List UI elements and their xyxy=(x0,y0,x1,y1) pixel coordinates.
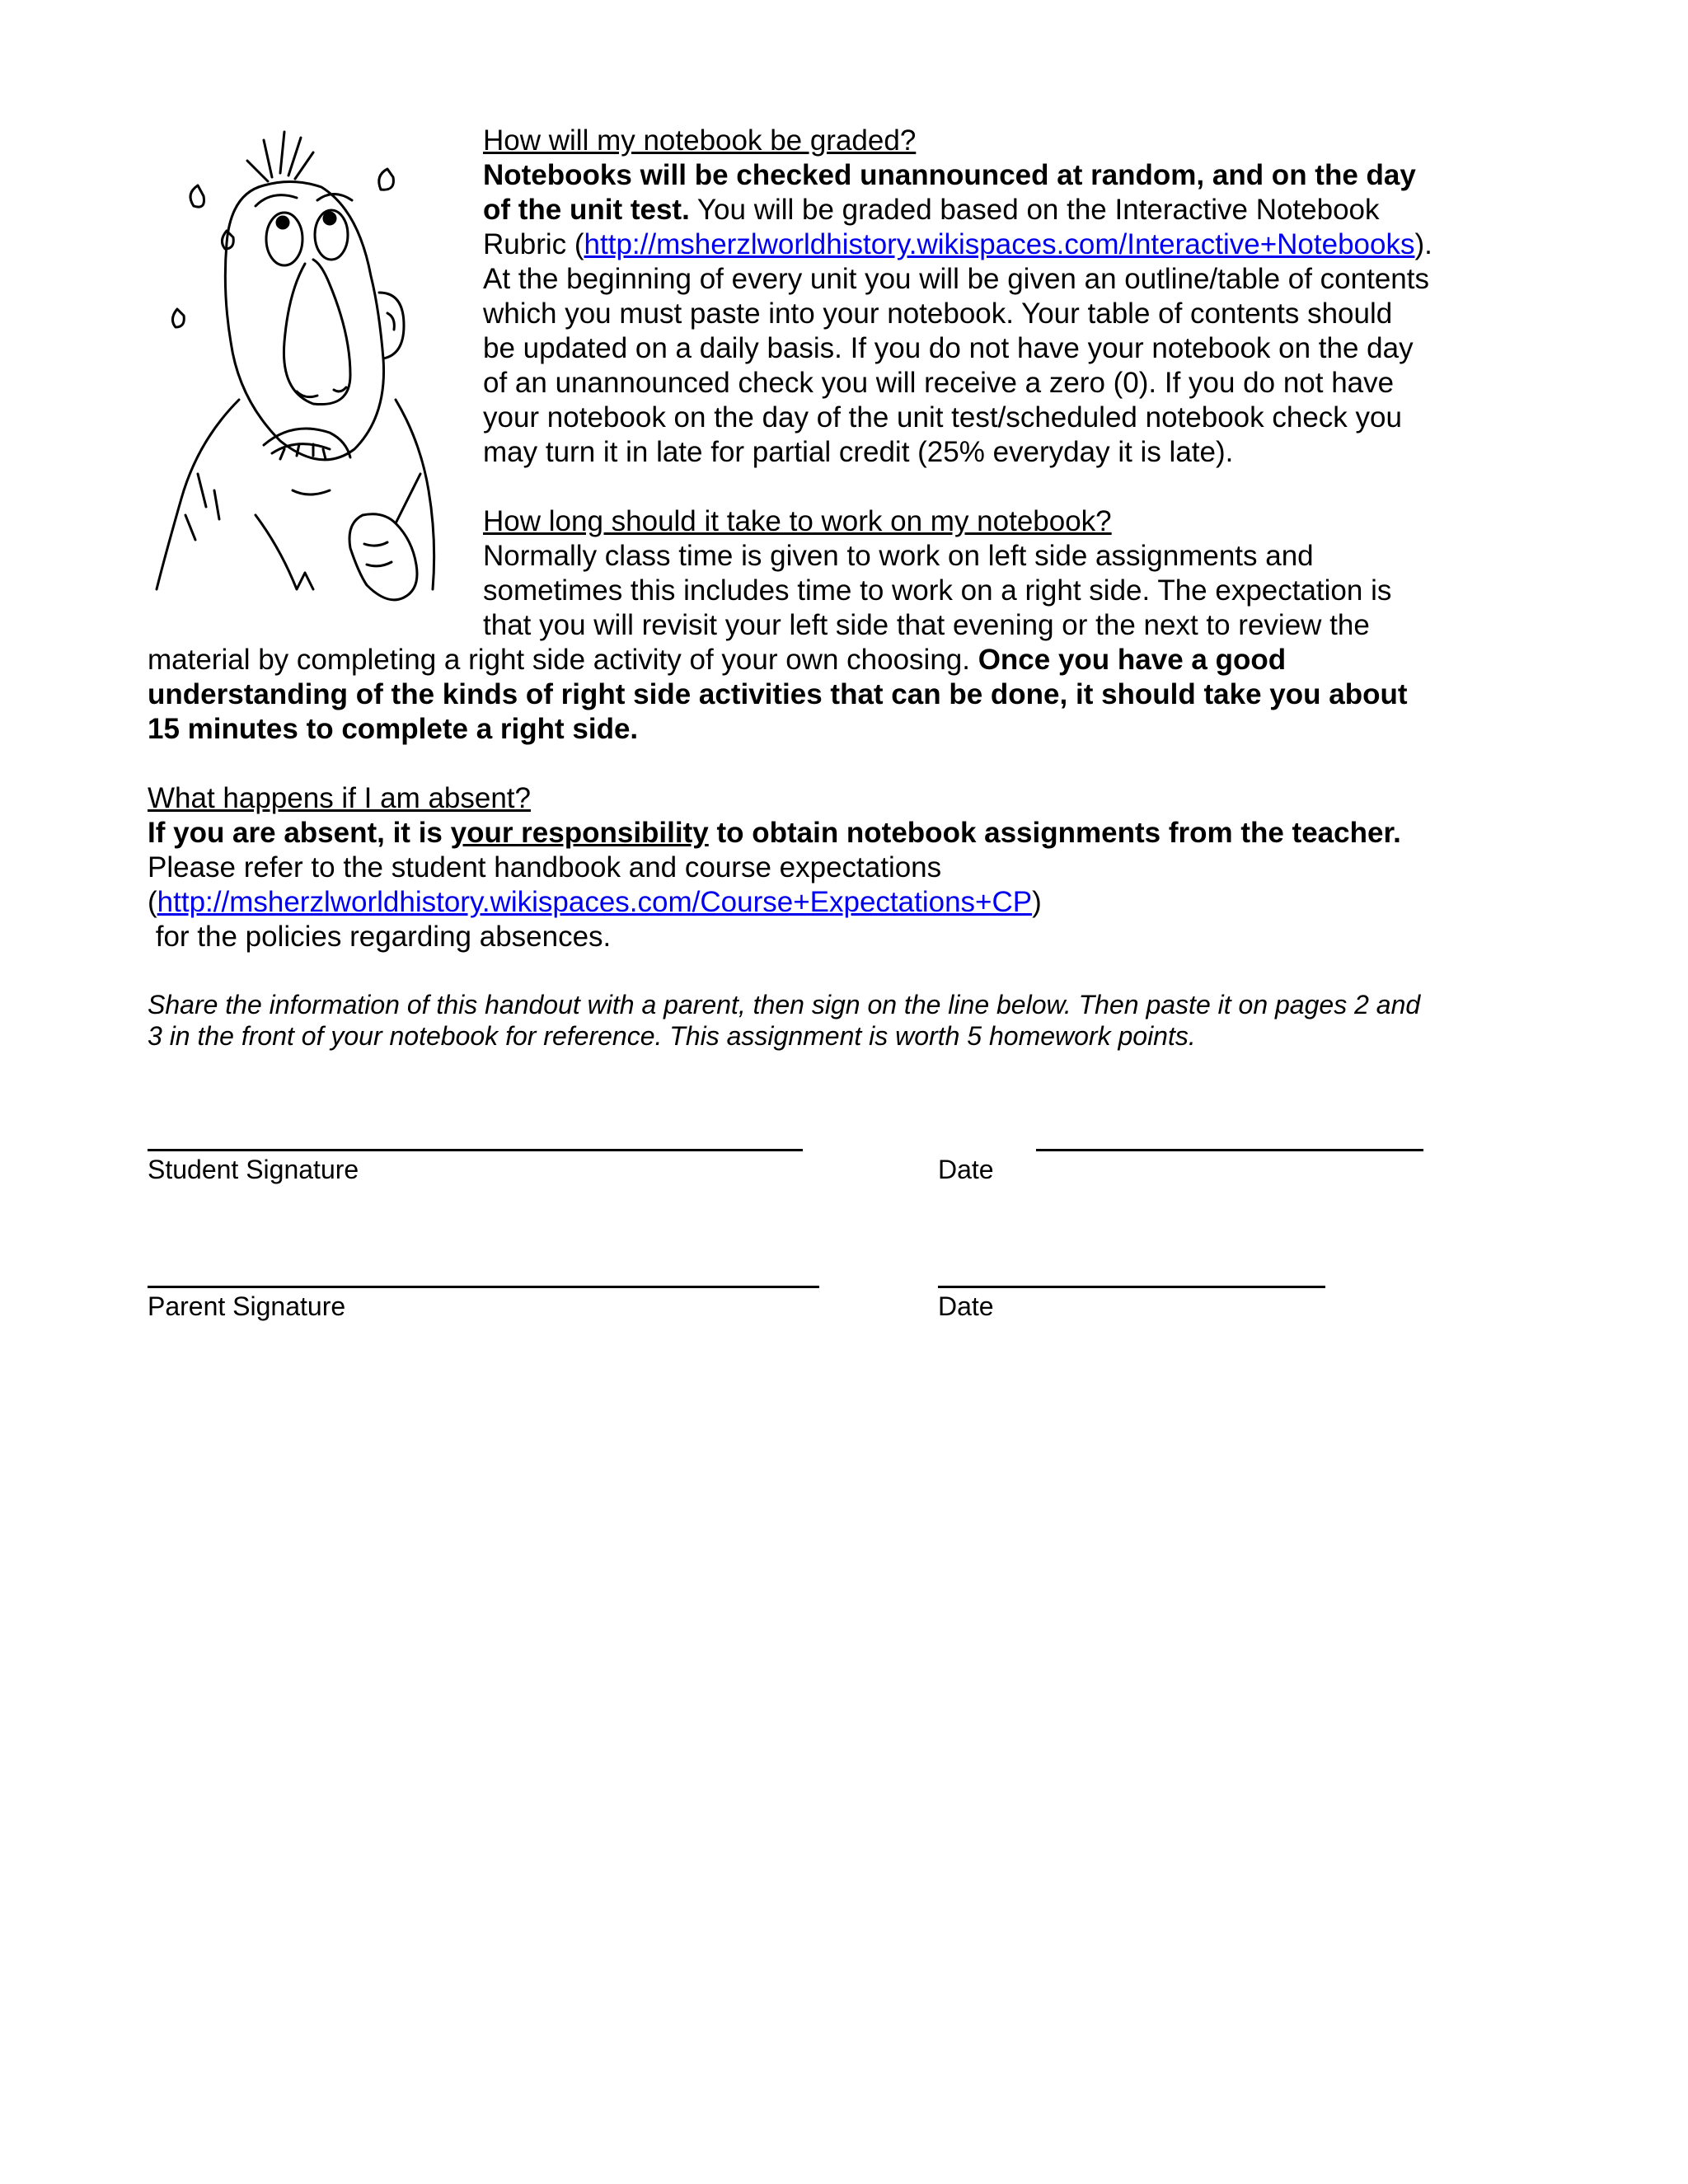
worried-man-cartoon xyxy=(148,128,462,622)
graded-line-5: which you must paste into your notebook. Your table of contents should xyxy=(483,298,1393,330)
absent-line-3-post: ) xyxy=(1032,886,1042,918)
parent-signature-label: Parent Signature xyxy=(148,1291,346,1321)
time-line-5: understanding of the kinds of right side activities that can be done, it should take you about xyxy=(148,678,1408,710)
graded-bold-line-1: Notebooks will be checked unannounced at random, and on the day xyxy=(483,159,1416,191)
graded-line-2-rest: You will be graded based on the Interactive Notebook xyxy=(689,194,1380,226)
absent-bold-pre: If you are absent, it is xyxy=(148,817,451,849)
student-signature-line[interactable] xyxy=(148,1149,803,1151)
graded-line-3-post: ). xyxy=(1414,228,1432,260)
time-line-4-bold: Once you have a good xyxy=(978,644,1287,676)
time-line-6: 15 minutes to complete a right side. xyxy=(148,713,639,745)
parent-date-line[interactable] xyxy=(938,1286,1325,1288)
absent-bold-post: to obtain notebook assignments from the teacher. xyxy=(708,817,1401,849)
absent-responsibility: your responsibility xyxy=(450,817,709,849)
absent-line-3 xyxy=(148,885,1042,920)
absent-line-3-pre: ( xyxy=(148,886,157,918)
graded-line-7: of an unannounced check you will receive a zero (0). If you do not have xyxy=(483,367,1395,399)
graded-bold-line-2: of the unit test. xyxy=(483,194,690,226)
graded-line-4: At the beginning of every unit you will be given an outline/table of contents xyxy=(483,263,1429,295)
absent-line-2: Please refer to the student handbook and course expectations xyxy=(148,851,942,883)
absent-line-1 xyxy=(148,816,1401,851)
graded-line-2 xyxy=(483,193,1380,227)
absent-heading: What happens if I am absent? xyxy=(148,782,531,814)
note-line-2: 3 in the front of your notebook for reference. This assignment is worth 5 homework points. xyxy=(148,1021,1196,1051)
parent-date-label: Date xyxy=(938,1291,994,1321)
absent-line-4: for the policies regarding absences. xyxy=(148,921,612,953)
note-line-1: Share the information of this handout with a parent, then sign on the line below. Then paste it on pages 2 and xyxy=(148,990,1421,1019)
student-date-label: Date xyxy=(938,1155,994,1184)
graded-line-9: may turn it in late for partial credit (25% everyday it is late). xyxy=(483,436,1234,468)
parent-signature-line[interactable] xyxy=(148,1286,819,1288)
graded-line-6: be updated on a daily basis. If you do not have your notebook on the day xyxy=(483,332,1414,364)
student-date-line[interactable] xyxy=(1036,1149,1423,1151)
expectations-link[interactable]: http://msherzlworldhistory.wikispaces.com/Course+Expectations+CP xyxy=(157,886,1033,918)
time-line-2: sometimes this includes time to work on a right side. The expectation is xyxy=(483,574,1392,607)
graded-line-3 xyxy=(483,227,1432,262)
graded-heading: How will my notebook be graded? xyxy=(483,124,917,157)
time-heading: How long should it take to work on my notebook? xyxy=(483,505,1112,537)
rubric-link[interactable]: http://msherzlworldhistory.wikispaces.com/Interactive+Notebooks xyxy=(584,228,1415,260)
graded-line-8: your notebook on the day of the unit test/scheduled notebook check you xyxy=(483,401,1402,434)
graded-line-3-pre: Rubric ( xyxy=(483,228,584,260)
time-line-4 xyxy=(148,643,1286,677)
time-line-3: that you will revisit your left side that evening or the next to review the xyxy=(483,609,1370,641)
time-line-4-plain: material by completing a right side activity of your own choosing. xyxy=(148,644,978,676)
student-signature-label: Student Signature xyxy=(148,1155,359,1184)
time-line-1: Normally class time is given to work on left side assignments and xyxy=(483,540,1314,572)
